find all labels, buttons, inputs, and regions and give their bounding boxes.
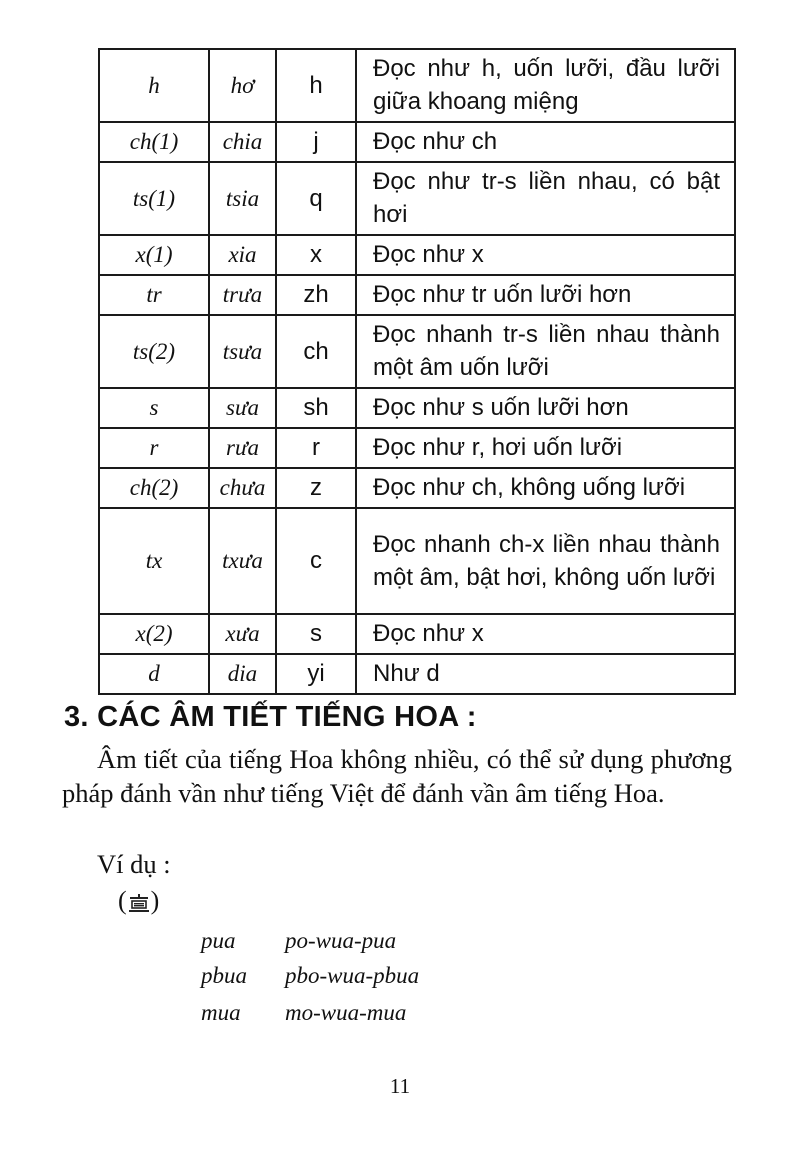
pronunciation-table bbox=[98, 48, 736, 695]
name-cell: sưa bbox=[209, 388, 276, 428]
example-spelling: po-wua-pua bbox=[285, 928, 397, 953]
close-paren: ) bbox=[150, 886, 160, 915]
pinyin-cell: s bbox=[276, 614, 356, 654]
pinyin-cell: yi bbox=[276, 654, 356, 694]
name-cell: rưa bbox=[209, 428, 276, 468]
roman-cell: ch(2) bbox=[99, 468, 209, 508]
table-row bbox=[99, 235, 735, 275]
hanzi-example-bracket bbox=[118, 886, 159, 916]
roman-cell: x(2) bbox=[99, 614, 209, 654]
description-cell: Đọc như x bbox=[356, 235, 735, 275]
name-cell: xia bbox=[209, 235, 276, 275]
description-cell: Đọc như s uốn lưỡi hơn bbox=[356, 388, 735, 428]
description-cell: Như d bbox=[356, 654, 735, 694]
description-cell: Đọc nhanh tr-s liền nhau thành một âm uốn lưỡi bbox=[356, 315, 735, 388]
name-cell: hơ bbox=[209, 49, 276, 122]
description-cell: Đọc như tr-s liền nhau, có bật hơi bbox=[356, 162, 735, 235]
name-cell: tsưa bbox=[209, 315, 276, 388]
description-cell: Đọc như x bbox=[356, 614, 735, 654]
roman-cell: ts(2) bbox=[99, 315, 209, 388]
pinyin-cell: c bbox=[276, 508, 356, 614]
description-cell: Đọc như ch bbox=[356, 122, 735, 162]
example-spelling: pbo-wua-pbua bbox=[285, 963, 420, 988]
description-cell: Đọc như tr uốn lưỡi hơn bbox=[356, 275, 735, 315]
pinyin-cell: zh bbox=[276, 275, 356, 315]
name-cell: xưa bbox=[209, 614, 276, 654]
chinese-character-icon bbox=[128, 891, 150, 911]
example-syllable: pbua bbox=[201, 963, 247, 988]
example-syllable: pua bbox=[201, 928, 236, 953]
pinyin-cell: z bbox=[276, 468, 356, 508]
table-row bbox=[99, 614, 735, 654]
roman-cell: x(1) bbox=[99, 235, 209, 275]
name-cell: trưa bbox=[209, 275, 276, 315]
pinyin-cell: ch bbox=[276, 315, 356, 388]
table-row bbox=[99, 654, 735, 694]
pinyin-cell: j bbox=[276, 122, 356, 162]
example-spelling: mo-wua-mua bbox=[285, 1000, 407, 1025]
name-cell: tsia bbox=[209, 162, 276, 235]
description-cell: Đọc nhanh ch-x liền nhau thành một âm, bật hơi, không uốn lưỡi bbox=[356, 508, 735, 614]
roman-cell: tr bbox=[99, 275, 209, 315]
table-row bbox=[99, 162, 735, 235]
roman-cell: ch(1) bbox=[99, 122, 209, 162]
name-cell: txưa bbox=[209, 508, 276, 614]
name-cell: dia bbox=[209, 654, 276, 694]
name-cell: chưa bbox=[209, 468, 276, 508]
table-row bbox=[99, 49, 735, 122]
roman-cell: ts(1) bbox=[99, 162, 209, 235]
roman-cell: r bbox=[99, 428, 209, 468]
roman-cell: d bbox=[99, 654, 209, 694]
example-syllable: mua bbox=[201, 1000, 241, 1025]
pinyin-cell: x bbox=[276, 235, 356, 275]
roman-cell: h bbox=[99, 49, 209, 122]
table-row bbox=[99, 508, 735, 614]
table-row bbox=[99, 468, 735, 508]
description-cell: Đọc như h, uốn lưỡi, đầu lưỡi giữa khoang miệng bbox=[356, 49, 735, 122]
table-row bbox=[99, 122, 735, 162]
page-number: 11 bbox=[389, 1074, 411, 1098]
table-row bbox=[99, 275, 735, 315]
section-heading: 3. CÁC ÂM TIẾT TIẾNG HOA : bbox=[64, 701, 477, 733]
description-cell: Đọc như ch, không uống lưỡi bbox=[356, 468, 735, 508]
example-label: Ví dụ : bbox=[97, 849, 171, 879]
roman-cell: tx bbox=[99, 508, 209, 614]
table-row bbox=[99, 428, 735, 468]
pinyin-cell: h bbox=[276, 49, 356, 122]
section-paragraph: Âm tiết của tiếng Hoa không nhiều, có thể sử dụng phương pháp đánh vần như tiếng Việt để đánh vần âm tiếng Hoa. bbox=[62, 744, 732, 808]
open-paren: ( bbox=[118, 886, 127, 915]
table-row bbox=[99, 315, 735, 388]
pinyin-cell: sh bbox=[276, 388, 356, 428]
table-row bbox=[99, 388, 735, 428]
name-cell: chia bbox=[209, 122, 276, 162]
roman-cell: s bbox=[99, 388, 209, 428]
pinyin-cell: r bbox=[276, 428, 356, 468]
description-cell: Đọc như r, hơi uốn lưỡi bbox=[356, 428, 735, 468]
pinyin-cell: q bbox=[276, 162, 356, 235]
